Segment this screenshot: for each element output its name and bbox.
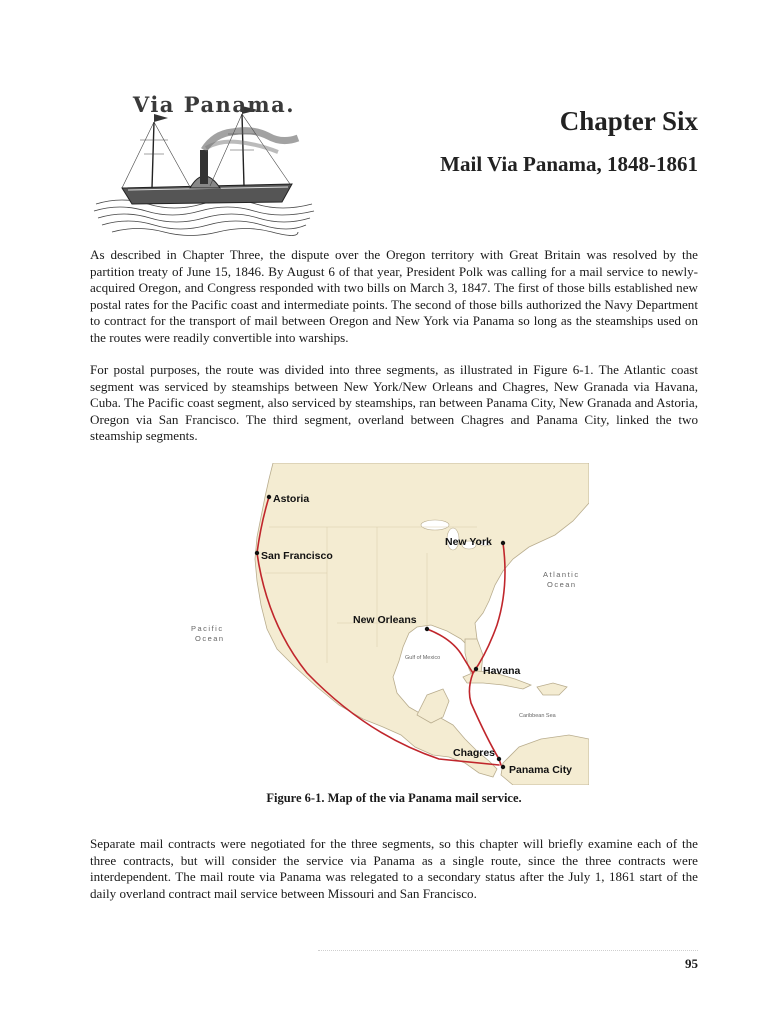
page-number: 95 <box>685 956 698 971</box>
city-label-san-francisco: San Francisco <box>261 550 333 562</box>
city-label-chagres: Chagres <box>453 747 496 759</box>
ocean-label-atlantic-2: Ocean <box>547 580 577 589</box>
sea-label-gulf: Gulf of Mexico <box>405 655 441 661</box>
ocean-label-atlantic: Atlantic <box>543 570 580 579</box>
ocean-label-pacific-2: Ocean <box>195 634 225 643</box>
city-label-new-york: New York <box>445 536 492 548</box>
city-dot-new-orleans <box>425 627 429 631</box>
engraving-title: Via Panama. <box>132 92 296 117</box>
footer-rule <box>318 950 698 951</box>
city-dot-havana <box>474 667 478 671</box>
chapter-subtitle: Mail Via Panama, 1848-1861 <box>440 152 698 176</box>
ocean-label-pacific: Pacific <box>191 624 224 633</box>
sea-label-caribbean: Caribbean Sea <box>519 713 556 719</box>
city-label-panama-city: Panama City <box>509 764 573 776</box>
chapter-title: Chapter Six <box>559 106 698 136</box>
body-paragraph: As described in Chapter Three, the dispute over the Oregon territory with Great Britain was resolved by the partition treaty of June 15, 1846. By August 6 of that year, President Polk was calling for a mail service to newly-acquired Oregon, and Congress responded with two bills on March 3, 1847. The first of those bills established new postal rates for the Pacific coast and intermediate points. The second of those bills authorized the Navy Department to contract for the transport of mail between Oregon and New York via Panama so long as the steamships used on the routes were readily convertible into warships. <box>90 247 698 345</box>
city-dot-new-york <box>501 541 505 545</box>
city-dot-panama-city <box>501 765 505 769</box>
body-paragraph: Separate mail contracts were negotiated for the three segments, so this chapter will briefly examine each of the three contracts, but will consider the service via Panama as a single route, since the three contracts were interdependent. The mail route via Panama was relegated to a secondary status after the July 1, 1861 start of the daily overland contract mail service between Missouri and San Francisco. <box>90 836 698 901</box>
route-map <box>177 463 589 785</box>
city-label-havana: Havana <box>483 665 521 677</box>
figure-caption: Figure 6-1. Map of the via Panama mail service. <box>266 791 522 805</box>
city-label-astoria: Astoria <box>273 493 310 505</box>
city-dot-astoria <box>267 495 271 499</box>
city-dot-san-francisco <box>255 551 259 555</box>
city-dot-chagres <box>497 757 501 761</box>
body-paragraph: For postal purposes, the route was divided into three segments, as illustrated in Figure 6-1. The Atlantic coast segment was serviced by steamships between New York/New Orleans and Chagres, New Granada via Havana, Cuba. The Pacific coast segment, also serviced by steamships, ran between Panama City, New Granada and Astoria, Oregon via San Francisco. The third segment, overland between Chagres and Panama City, linked the two steamship segments. <box>90 362 698 444</box>
city-label-new-orleans: New Orleans <box>353 614 417 626</box>
